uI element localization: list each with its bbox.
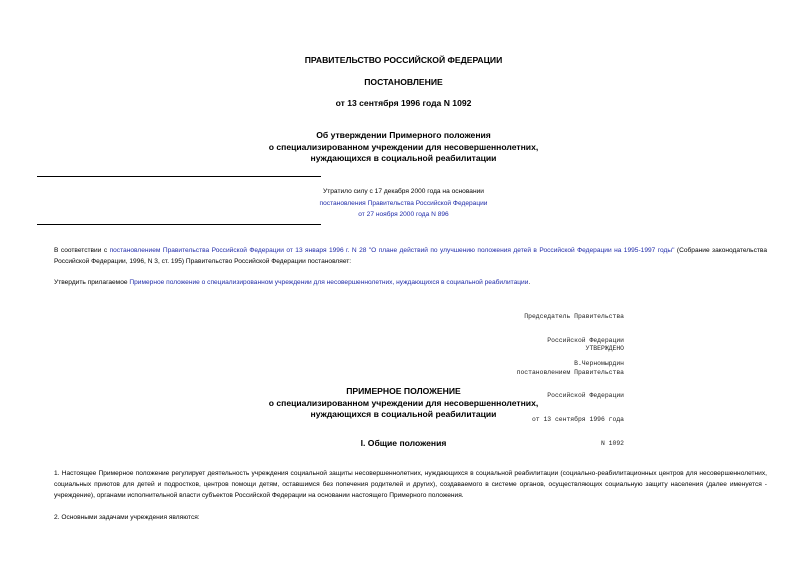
status-note — [0, 186, 807, 221]
approve-paragraph — [37, 278, 767, 289]
approved-country: Российской Федерации — [547, 392, 624, 400]
document-title — [0, 130, 807, 165]
section-heading: I. Общие положения — [360, 438, 447, 448]
document-title-line: о специализированном учреждении для несовершеннолетних, — [268, 141, 539, 152]
bottom-divider — [37, 224, 321, 225]
regulation-title-line: нуждающихся в социальной реабилитации — [310, 409, 497, 419]
regulation-title-line: ПРИМЕРНОЕ ПОЛОЖЕНИЕ — [346, 386, 461, 396]
approve-suffix: . — [528, 279, 531, 286]
top-divider — [37, 176, 321, 177]
regulation-title — [0, 386, 807, 421]
regulation-title-line: о специализированном учреждении для несовершеннолетних, — [268, 397, 539, 408]
repeal-decree-link[interactable]: постановления Правительства Российской Федерации — [319, 199, 488, 207]
regulation-link[interactable]: Примерное положение о специализированном учреждении для несовершеннолетних, нуждающихся в социальной реабилитации — [129, 279, 529, 286]
approved-number: N 1092 — [600, 439, 624, 447]
approved-date: от 13 сентября 1996 года — [531, 415, 624, 423]
document-date-number: от 13 сентября 1996 года N 1092 — [335, 98, 472, 108]
document-title-line: Об утверждении Примерного положения — [316, 130, 491, 140]
preamble-paragraph — [37, 246, 767, 268]
document-title-line: нуждающихся в социальной реабилитации — [310, 153, 497, 163]
signature-name: В.Черномырдин — [574, 360, 624, 368]
regulation-item-2 — [37, 513, 767, 524]
document-type: ПОСТАНОВЛЕНИЕ — [364, 77, 443, 87]
signature-country: Российской Федерации — [547, 336, 624, 344]
approved-by: постановлением Правительства — [516, 368, 624, 376]
repeal-decree-link-date[interactable]: от 27 ноября 2000 года N 896 — [358, 211, 449, 218]
approved-label: УТВЕРЖДЕНО — [585, 344, 624, 352]
preamble-suffix: (Собрание законодательства Российской Федерации, 1996, N 3, ст. 195) Правительство Российской Федерации постановляет: — [54, 247, 767, 265]
decree-28-link[interactable]: постановлением Правительства Российской Федерации от 13 января 1996 г. N 28 "О плане действий по улучшению положения детей в Российской Федерации на 1995-1997 годы" — [109, 247, 675, 254]
regulation-item-text: 1. Настоящее Примерное положение регулирует деятельность учреждения социальной защиты несовершеннолетних, нуждающихся в социальной реабилитации (социально-реабилитационных центров для несовершеннолетних, социальных приютов для детей и подростков, центров помощи детям, оставшимся без попечения родителей и других), создаваемого в системе органов, осуществляющих социальную защиту населения (далее именуется - учреждение), органами исполнительной власти субъектов Российской Федерации на основании настоящего Примерного положения. — [54, 470, 767, 499]
status-note-text: Утратило силу с 17 декабря 2000 года на основании — [323, 188, 484, 195]
signature-position: Председатель Правительства — [524, 312, 624, 320]
regulation-item-text: 2. Основными задачами учреждения являются: — [54, 514, 200, 521]
approve-prefix: Утвердить прилагаемое — [54, 279, 130, 286]
government-name: ПРАВИТЕЛЬСТВО РОССИЙСКОЙ ФЕДЕРАЦИИ — [304, 55, 503, 65]
preamble-prefix: В соответствии с — [54, 247, 110, 254]
regulation-item-1 — [37, 469, 767, 501]
